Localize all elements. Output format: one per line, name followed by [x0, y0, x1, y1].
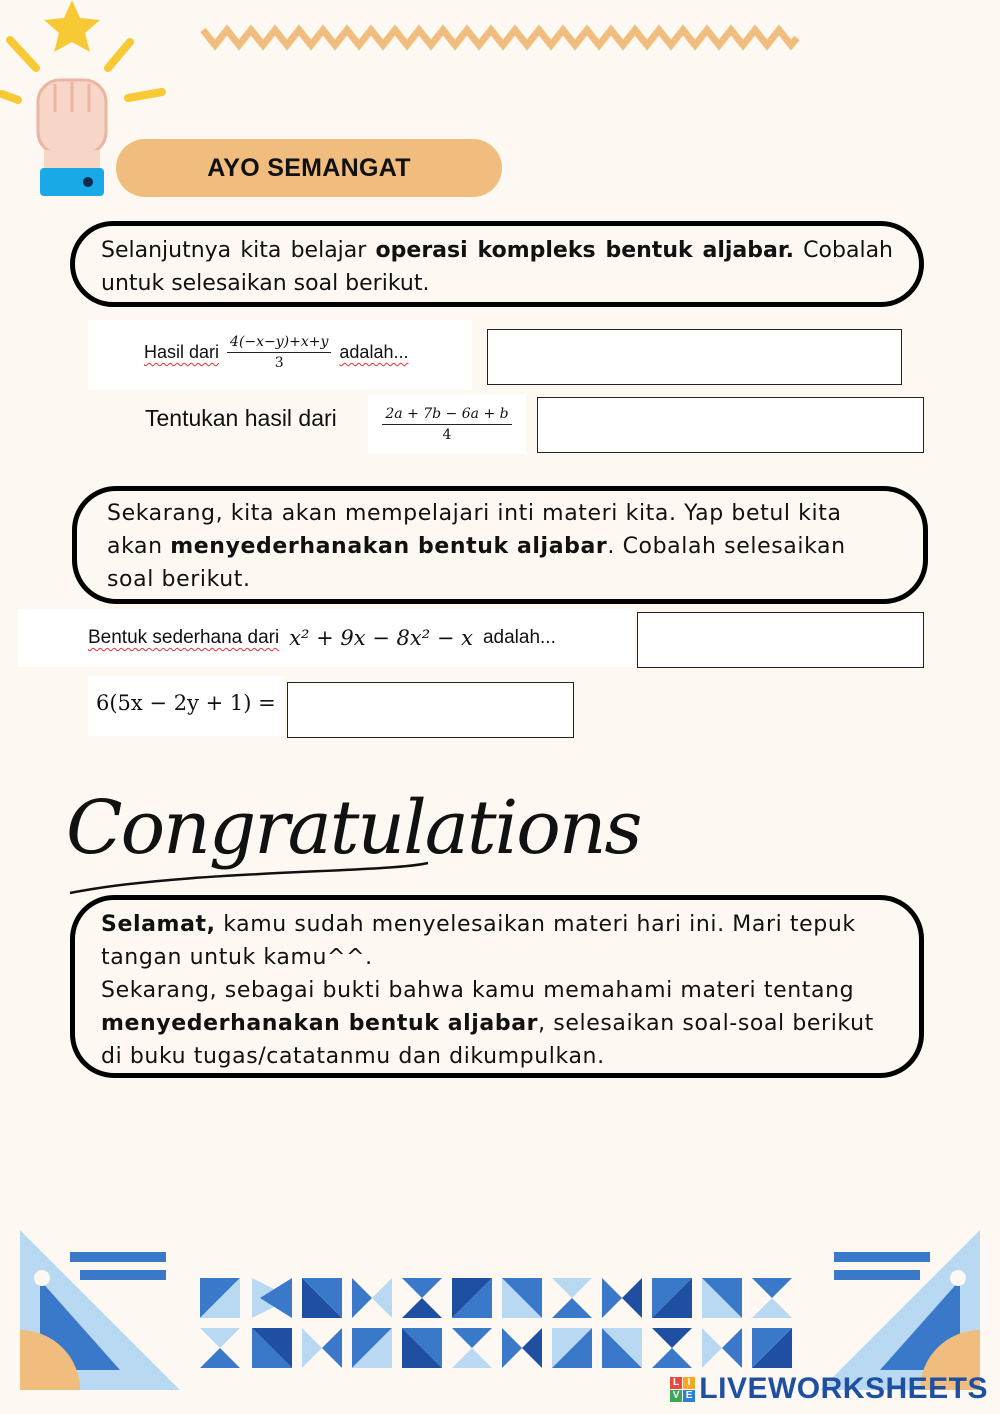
brand-logo[interactable] — [670, 1372, 988, 1406]
q2-numerator: 2a + 7b − 6a + b — [382, 406, 511, 425]
congrats-title: Congratulations — [66, 785, 641, 871]
q3-prefix: Bentuk sederhana dari — [88, 627, 280, 648]
q2-answer-input[interactable] — [537, 397, 924, 453]
congrats-line2: Sekarang, sebagai bukti bahwa kamu memahami materi tentang — [101, 978, 855, 1003]
core-text-after: . Cobalah selesaikan soal berikut. — [107, 534, 846, 592]
question-1 — [88, 320, 472, 390]
question-2 — [368, 394, 526, 454]
intro-text: Selanjutnya kita belajar — [101, 238, 376, 263]
q3-suffix: adalah... — [482, 627, 556, 648]
brand-icon: L I V E — [670, 1377, 695, 1402]
brand-name: LIVEWORKSHEETS — [699, 1372, 988, 1405]
congrats-box — [70, 895, 924, 1078]
q4-answer-input[interactable] — [287, 682, 574, 738]
core-text: Sekarang, kita akan mempelajari inti materi kita. Yap betul kita akan — [107, 501, 842, 559]
zigzag-decoration — [203, 30, 797, 45]
core-box — [72, 486, 928, 604]
fist-icon — [38, 80, 106, 196]
congrats-bold2: menyederhanakan bentuk aljabar — [101, 1011, 539, 1036]
q4-expression: 6(5x − 2y + 1) = — [96, 691, 276, 715]
q3-expression: x² + 9x − 8x² − x — [289, 626, 473, 650]
q1-suffix: adalah... — [339, 342, 409, 362]
q1-answer-input[interactable] — [487, 329, 902, 385]
star-icon — [44, 0, 100, 52]
congrats-line1: kamu sudah menyelesaikan materi hari ini. Mari tepuk tangan untuk kamu^^. — [101, 912, 856, 970]
core-bold: menyederhanakan bentuk aljabar — [170, 534, 608, 559]
intro-box — [70, 221, 924, 307]
q2-prefix: Tentukan hasil dari — [145, 405, 337, 431]
q1-numerator: 4(−x−y)+x+y — [227, 334, 331, 353]
q1-denominator: 3 — [274, 355, 284, 371]
intro-bold: operasi kompleks bentuk aljabar. — [375, 238, 794, 263]
banner-title: AYO SEMANGAT — [116, 139, 502, 197]
congrats-swash — [66, 855, 436, 900]
question-4 — [88, 676, 284, 736]
congrats-line2-after: , selesaikan soal-soal berikut di buku tugas/catatanmu dan dikumpulkan. — [101, 1011, 874, 1069]
intro-text-after: Cobalah untuk selesaikan soal berikut. — [101, 238, 893, 296]
q1-prefix: Hasil dari — [144, 342, 220, 362]
congrats-bold: Selamat, — [101, 912, 216, 937]
q3-answer-input[interactable] — [637, 612, 924, 668]
question-3 — [18, 609, 634, 667]
q2-denominator: 4 — [442, 426, 452, 443]
